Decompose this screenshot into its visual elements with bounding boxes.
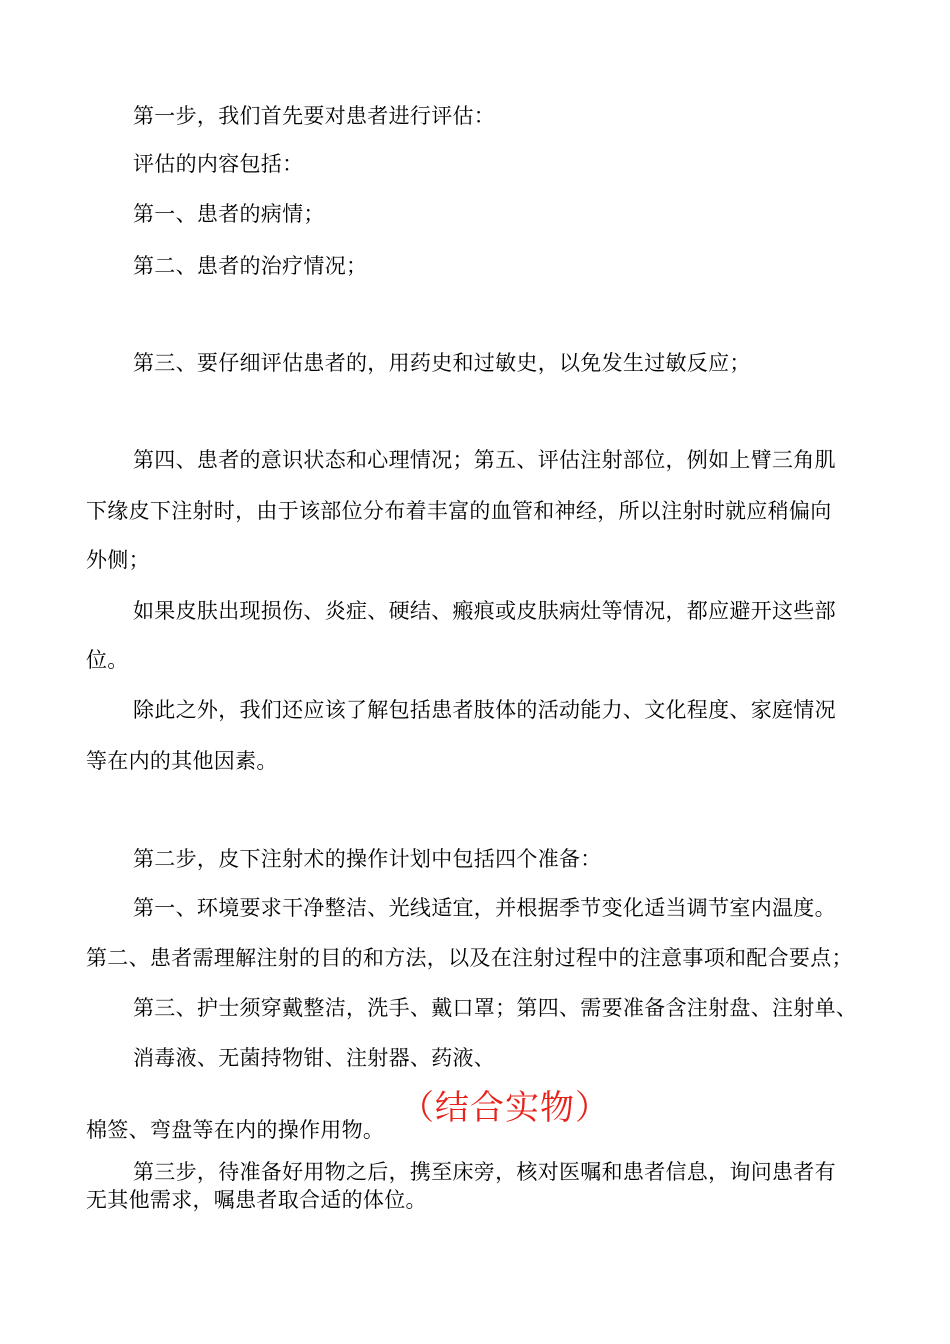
step2-heading: 第二步，皮下注射术的操作计划中包括四个准备： bbox=[133, 847, 602, 871]
paragraph-line: 棉签、弯盘等在内的操作用物。 bbox=[86, 1118, 385, 1142]
paragraph-line: 第三、要仔细评估患者的，用药史和过敏史，以免发生过敏反应； bbox=[133, 351, 751, 375]
paragraph-line: 第三、护士须穿戴整洁，洗手、戴口罩；第四、需要准备含注射盘、注射单、 bbox=[133, 996, 858, 1020]
paragraph-line: 第四、患者的意识状态和心理情况；第五、评估注射部位，例如上臂三角肌 bbox=[133, 448, 836, 472]
paragraph-line: 第二、患者需理解注射的目的和方法，以及在注射过程中的注意事项和配合要点； bbox=[86, 946, 853, 970]
paragraph-line: 无其他需求，嘱患者取合适的体位。 bbox=[86, 1188, 427, 1212]
paragraph-line: 下缘皮下注射时，由于该部位分布着丰富的血管和神经，所以注射时就应稍偏向 bbox=[86, 499, 832, 523]
paragraph-line: 消毒液、无菌持物钳、注射器、药液、 bbox=[133, 1046, 496, 1070]
step3-heading: 第三步，待准备好用物之后，携至床旁，核对医嘱和患者信息，询问患者有 bbox=[133, 1160, 836, 1184]
paragraph-line: 如果皮肤出现损伤、炎症、硬结、瘢痕或皮肤病灶等情况，都应避开这些部 bbox=[133, 599, 836, 623]
paragraph-line: 评估的内容包括： bbox=[133, 152, 304, 176]
paragraph-line: 第二、患者的治疗情况； bbox=[133, 254, 368, 278]
annotation-label: （结合实物） bbox=[400, 1088, 610, 1128]
paragraph-line: 除此之外，我们还应该了解包括患者肢体的活动能力、文化程度、家庭情况 bbox=[133, 698, 836, 722]
step1-heading: 第一步，我们首先要对患者进行评估： bbox=[133, 104, 496, 128]
paragraph-line: 外侧； bbox=[86, 548, 150, 572]
paragraph-line: 等在内的其他因素。 bbox=[86, 749, 278, 773]
paragraph-line: 第一、环境要求干净整洁、光线适宜，并根据季节变化适当调节室内温度。 bbox=[133, 896, 836, 920]
paragraph-line: 第一、患者的病情； bbox=[133, 202, 325, 226]
paragraph-line: 位。 bbox=[86, 648, 129, 672]
